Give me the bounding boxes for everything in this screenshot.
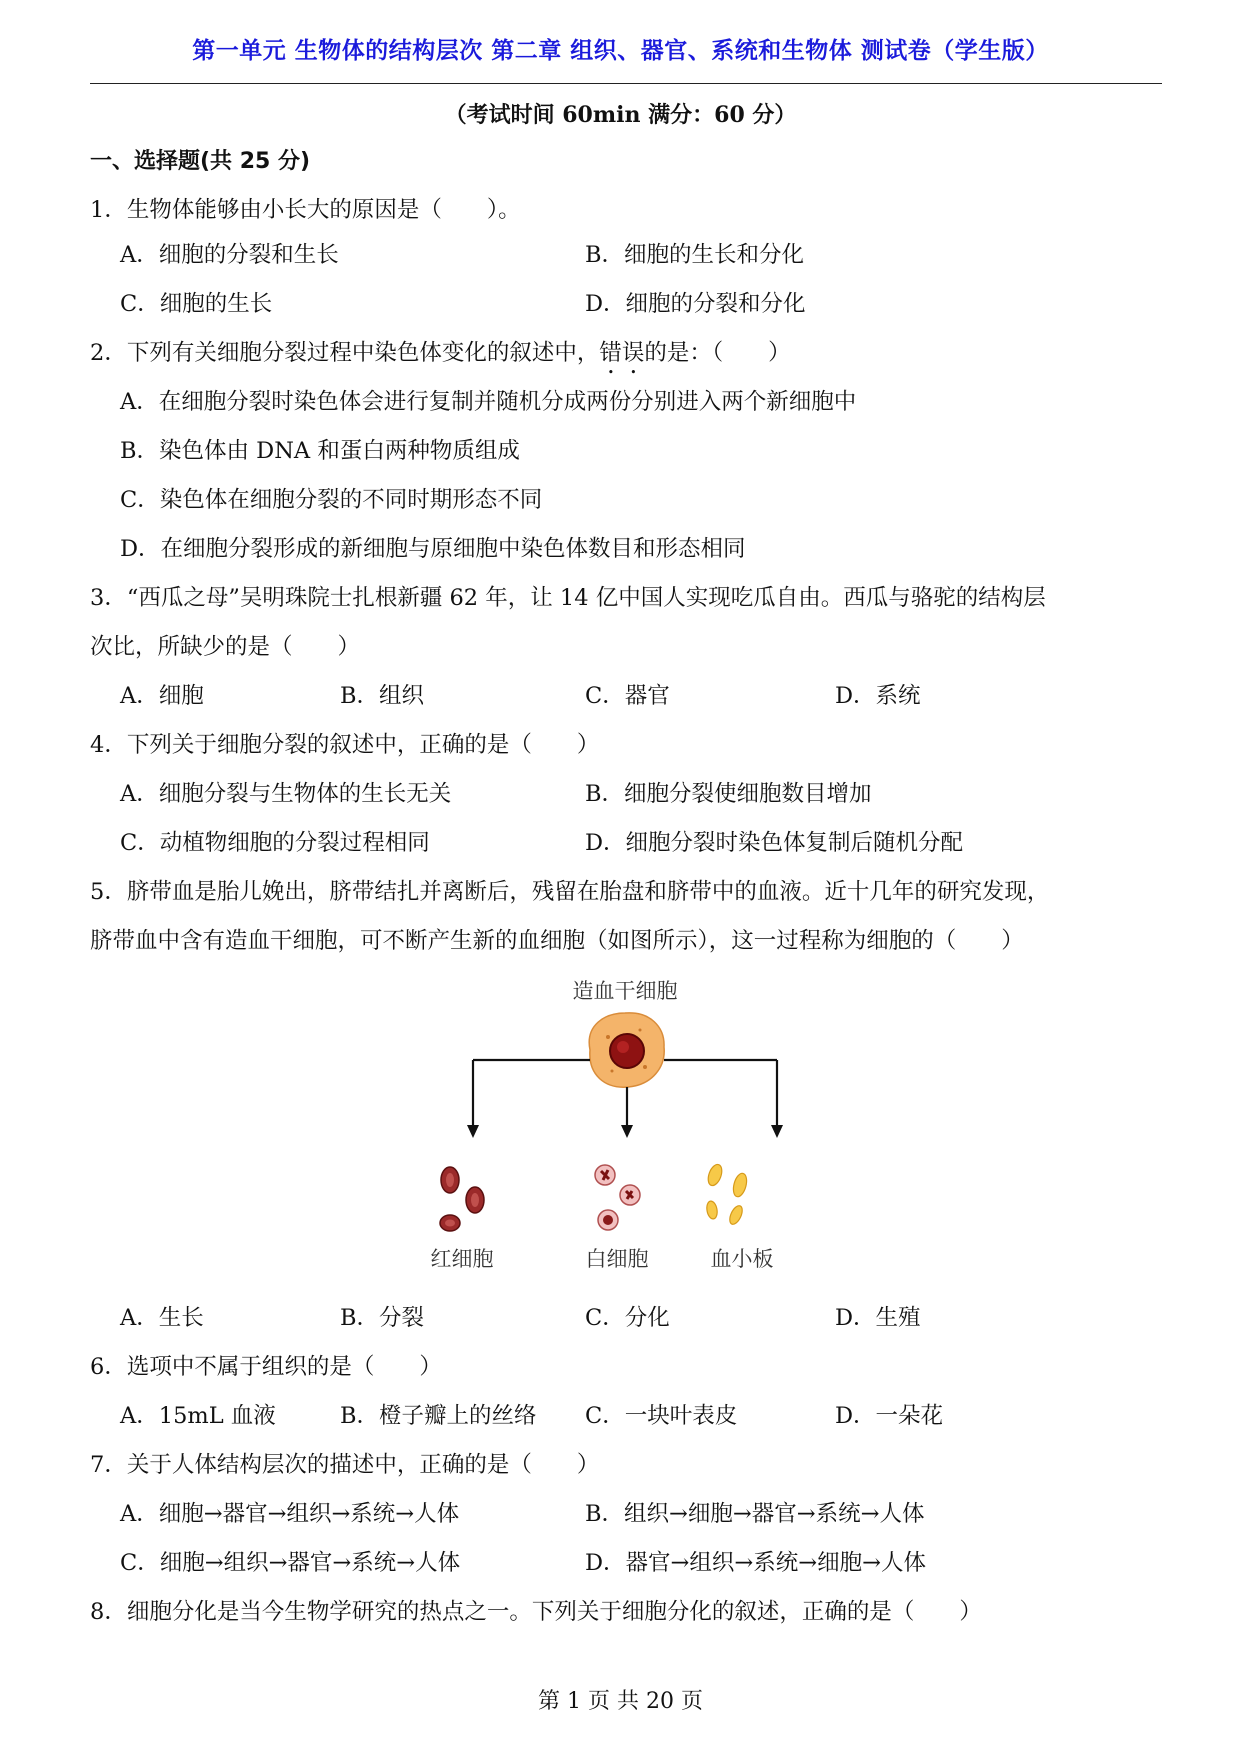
exam-info: （考试时间 60min 满分：60 分） bbox=[444, 102, 797, 128]
q3-option-b: B．组织 bbox=[340, 683, 425, 709]
red-blood-cell-icon bbox=[440, 1167, 484, 1231]
hematopoietic-diagram bbox=[430, 975, 810, 1285]
header-divider bbox=[90, 83, 1162, 84]
question-1-stem: 1．生物体能够由小长大的原因是（ ）。 bbox=[90, 197, 521, 223]
question-6-stem: 6．选项中不属于组织的是（ ） bbox=[90, 1354, 442, 1380]
q7-option-a: A．细胞→器官→组织→系统→人体 bbox=[120, 1501, 460, 1527]
white-blood-cell-icon bbox=[595, 1165, 640, 1230]
q5-option-a: A．生长 bbox=[120, 1305, 204, 1331]
q2-option-d: D．在细胞分裂形成的新细胞与原细胞中染色体数目和形态相同 bbox=[120, 536, 746, 562]
q5-option-c: C．分化 bbox=[585, 1305, 670, 1331]
question-3-stem-line2: 次比，所缺少的是（ ） bbox=[90, 634, 361, 660]
question-2-stem: 2．下列有关细胞分裂过程中染色体变化的叙述中，错误的是：（ ） bbox=[90, 340, 791, 366]
q4-option-b: B．细胞分裂使细胞数目增加 bbox=[585, 781, 872, 807]
q1-option-b: B．细胞的生长和分化 bbox=[585, 242, 805, 268]
question-5-stem-line1: 5．脐带血是胎儿娩出，脐带结扎并离断后，残留在胎盘和脐带中的血液。近十几年的研究发现， bbox=[90, 879, 1050, 905]
section-title: 一、选择题(共 25 分) bbox=[90, 149, 311, 174]
q7-option-b: B．组织→细胞→器官→系统→人体 bbox=[585, 1501, 925, 1527]
emphasis-text: 错误 bbox=[599, 340, 645, 366]
q2-option-c: C．染色体在细胞分裂的不同时期形态不同 bbox=[120, 487, 543, 513]
q7-option-d: D．器官→组织→系统→细胞→人体 bbox=[585, 1550, 926, 1576]
q4-option-d: D．细胞分裂时染色体复制后随机分配 bbox=[585, 830, 964, 856]
q1-option-d: D．细胞的分裂和分化 bbox=[585, 291, 806, 317]
q3-option-d: D．系统 bbox=[835, 683, 921, 709]
q2-option-a: A．在细胞分裂时染色体会进行复制并随机分成两份分别进入两个新细胞中 bbox=[120, 389, 857, 415]
q1-option-a: A．细胞的分裂和生长 bbox=[120, 242, 339, 268]
figure-top-label: 造血干细胞 bbox=[572, 979, 678, 1003]
q6-option-a: A．15mL 血液 bbox=[120, 1403, 276, 1429]
q3-option-c: C．器官 bbox=[585, 683, 670, 709]
question-5-stem-line2: 脐带血中含有造血干细胞，可不断产生新的血细胞（如图所示），这一过程称为细胞的（ ） bbox=[90, 928, 1024, 954]
q4-option-c: C．动植物细胞的分裂过程相同 bbox=[120, 830, 430, 856]
q7-option-c: C．细胞→组织→器官→系统→人体 bbox=[120, 1550, 461, 1576]
document-header-title: 第一单元 生物体的结构层次 第二章 组织、器官、系统和生物体 测试卷（学生版） bbox=[192, 38, 1049, 64]
figure-label-wbc: 白细胞 bbox=[585, 1247, 649, 1271]
q6-option-c: C．一块叶表皮 bbox=[585, 1403, 738, 1429]
q6-option-d: D．一朵花 bbox=[835, 1403, 944, 1429]
question-3-stem-line1: 3．“西瓜之母”吴明珠院士扎根新疆 62 年，让 14 亿中国人实现吃瓜自由。西瓜与骆驼的结构层 bbox=[90, 585, 1046, 611]
q4-option-a: A．细胞分裂与生物体的生长无关 bbox=[120, 781, 452, 807]
stem-cell-icon bbox=[589, 1013, 664, 1087]
figure-label-rbc: 红细胞 bbox=[430, 1247, 494, 1271]
figure-label-platelet: 血小板 bbox=[710, 1247, 774, 1271]
question-4-stem: 4．下列关于细胞分裂的叙述中，正确的是（ ） bbox=[90, 732, 600, 758]
q1-option-c: C．细胞的生长 bbox=[120, 291, 273, 317]
question-7-stem: 7．关于人体结构层次的描述中，正确的是（ ） bbox=[90, 1452, 600, 1478]
question-8-stem: 8．细胞分化是当今生物学研究的热点之一。下列关于细胞分化的叙述，正确的是（ ） bbox=[90, 1599, 982, 1625]
q6-option-b: B．橙子瓣上的丝络 bbox=[340, 1403, 537, 1429]
platelet-icon bbox=[706, 1163, 749, 1227]
q5-option-b: B．分裂 bbox=[340, 1305, 425, 1331]
q5-option-d: D．生殖 bbox=[835, 1305, 921, 1331]
q2-option-b: B．染色体由 DNA 和蛋白两种物质组成 bbox=[120, 438, 520, 464]
q3-option-a: A．细胞 bbox=[120, 683, 204, 709]
page-footer: 第 1 页 共 20 页 bbox=[538, 1689, 703, 1714]
